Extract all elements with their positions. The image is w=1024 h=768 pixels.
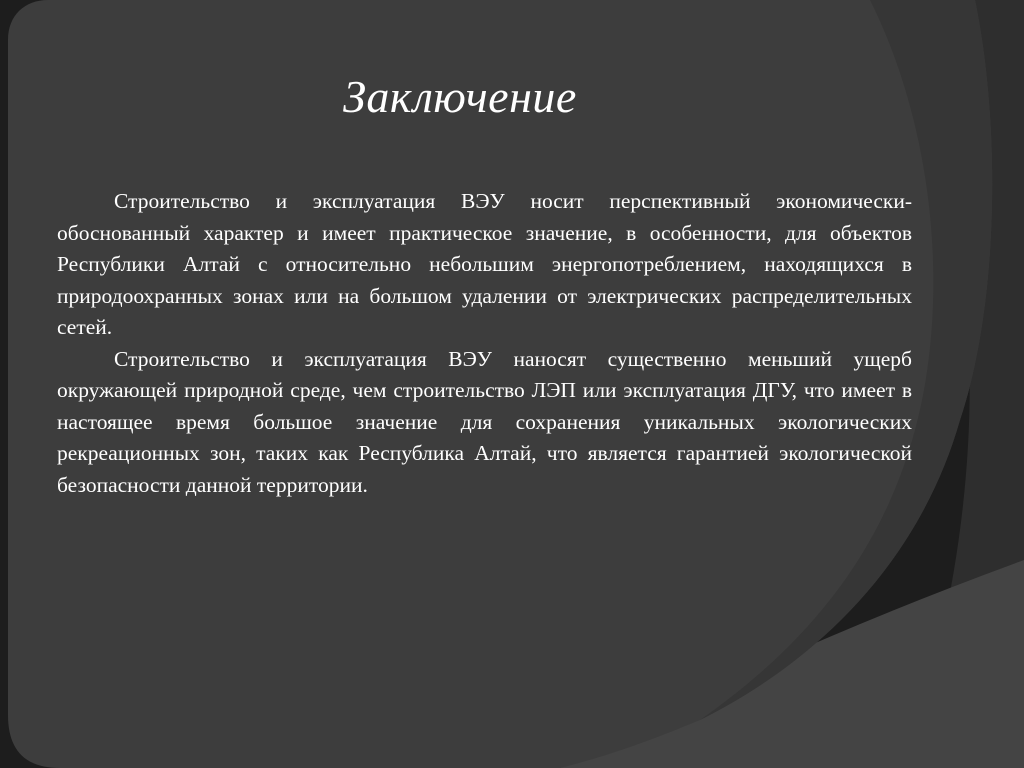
- paragraph-1: Строительство и эксплуатация ВЭУ носит перспективный экономически-обоснованный характер и имеет практическое значение, в особенности, для объектов Республики Алтай с относительно небольшим энергопотреблением, находящихся в природоохранных зонах или на большом удалении от электрических распределительных сетей.: [57, 189, 912, 339]
- slide-title: Заключение: [343, 71, 577, 122]
- slide-body: [57, 186, 912, 501]
- paragraph-2: Строительство и эксплуатация ВЭУ наносят существенно меньший ущерб окружающей природной среде, чем строительство ЛЭП или эксплуатация ДГУ, что имеет в настоящее время большое значение для сохранения уникальных экологических рекреационных зон, таких как Республика Алтай, что является гарантией экологической безопасности данной территории.: [57, 346, 912, 497]
